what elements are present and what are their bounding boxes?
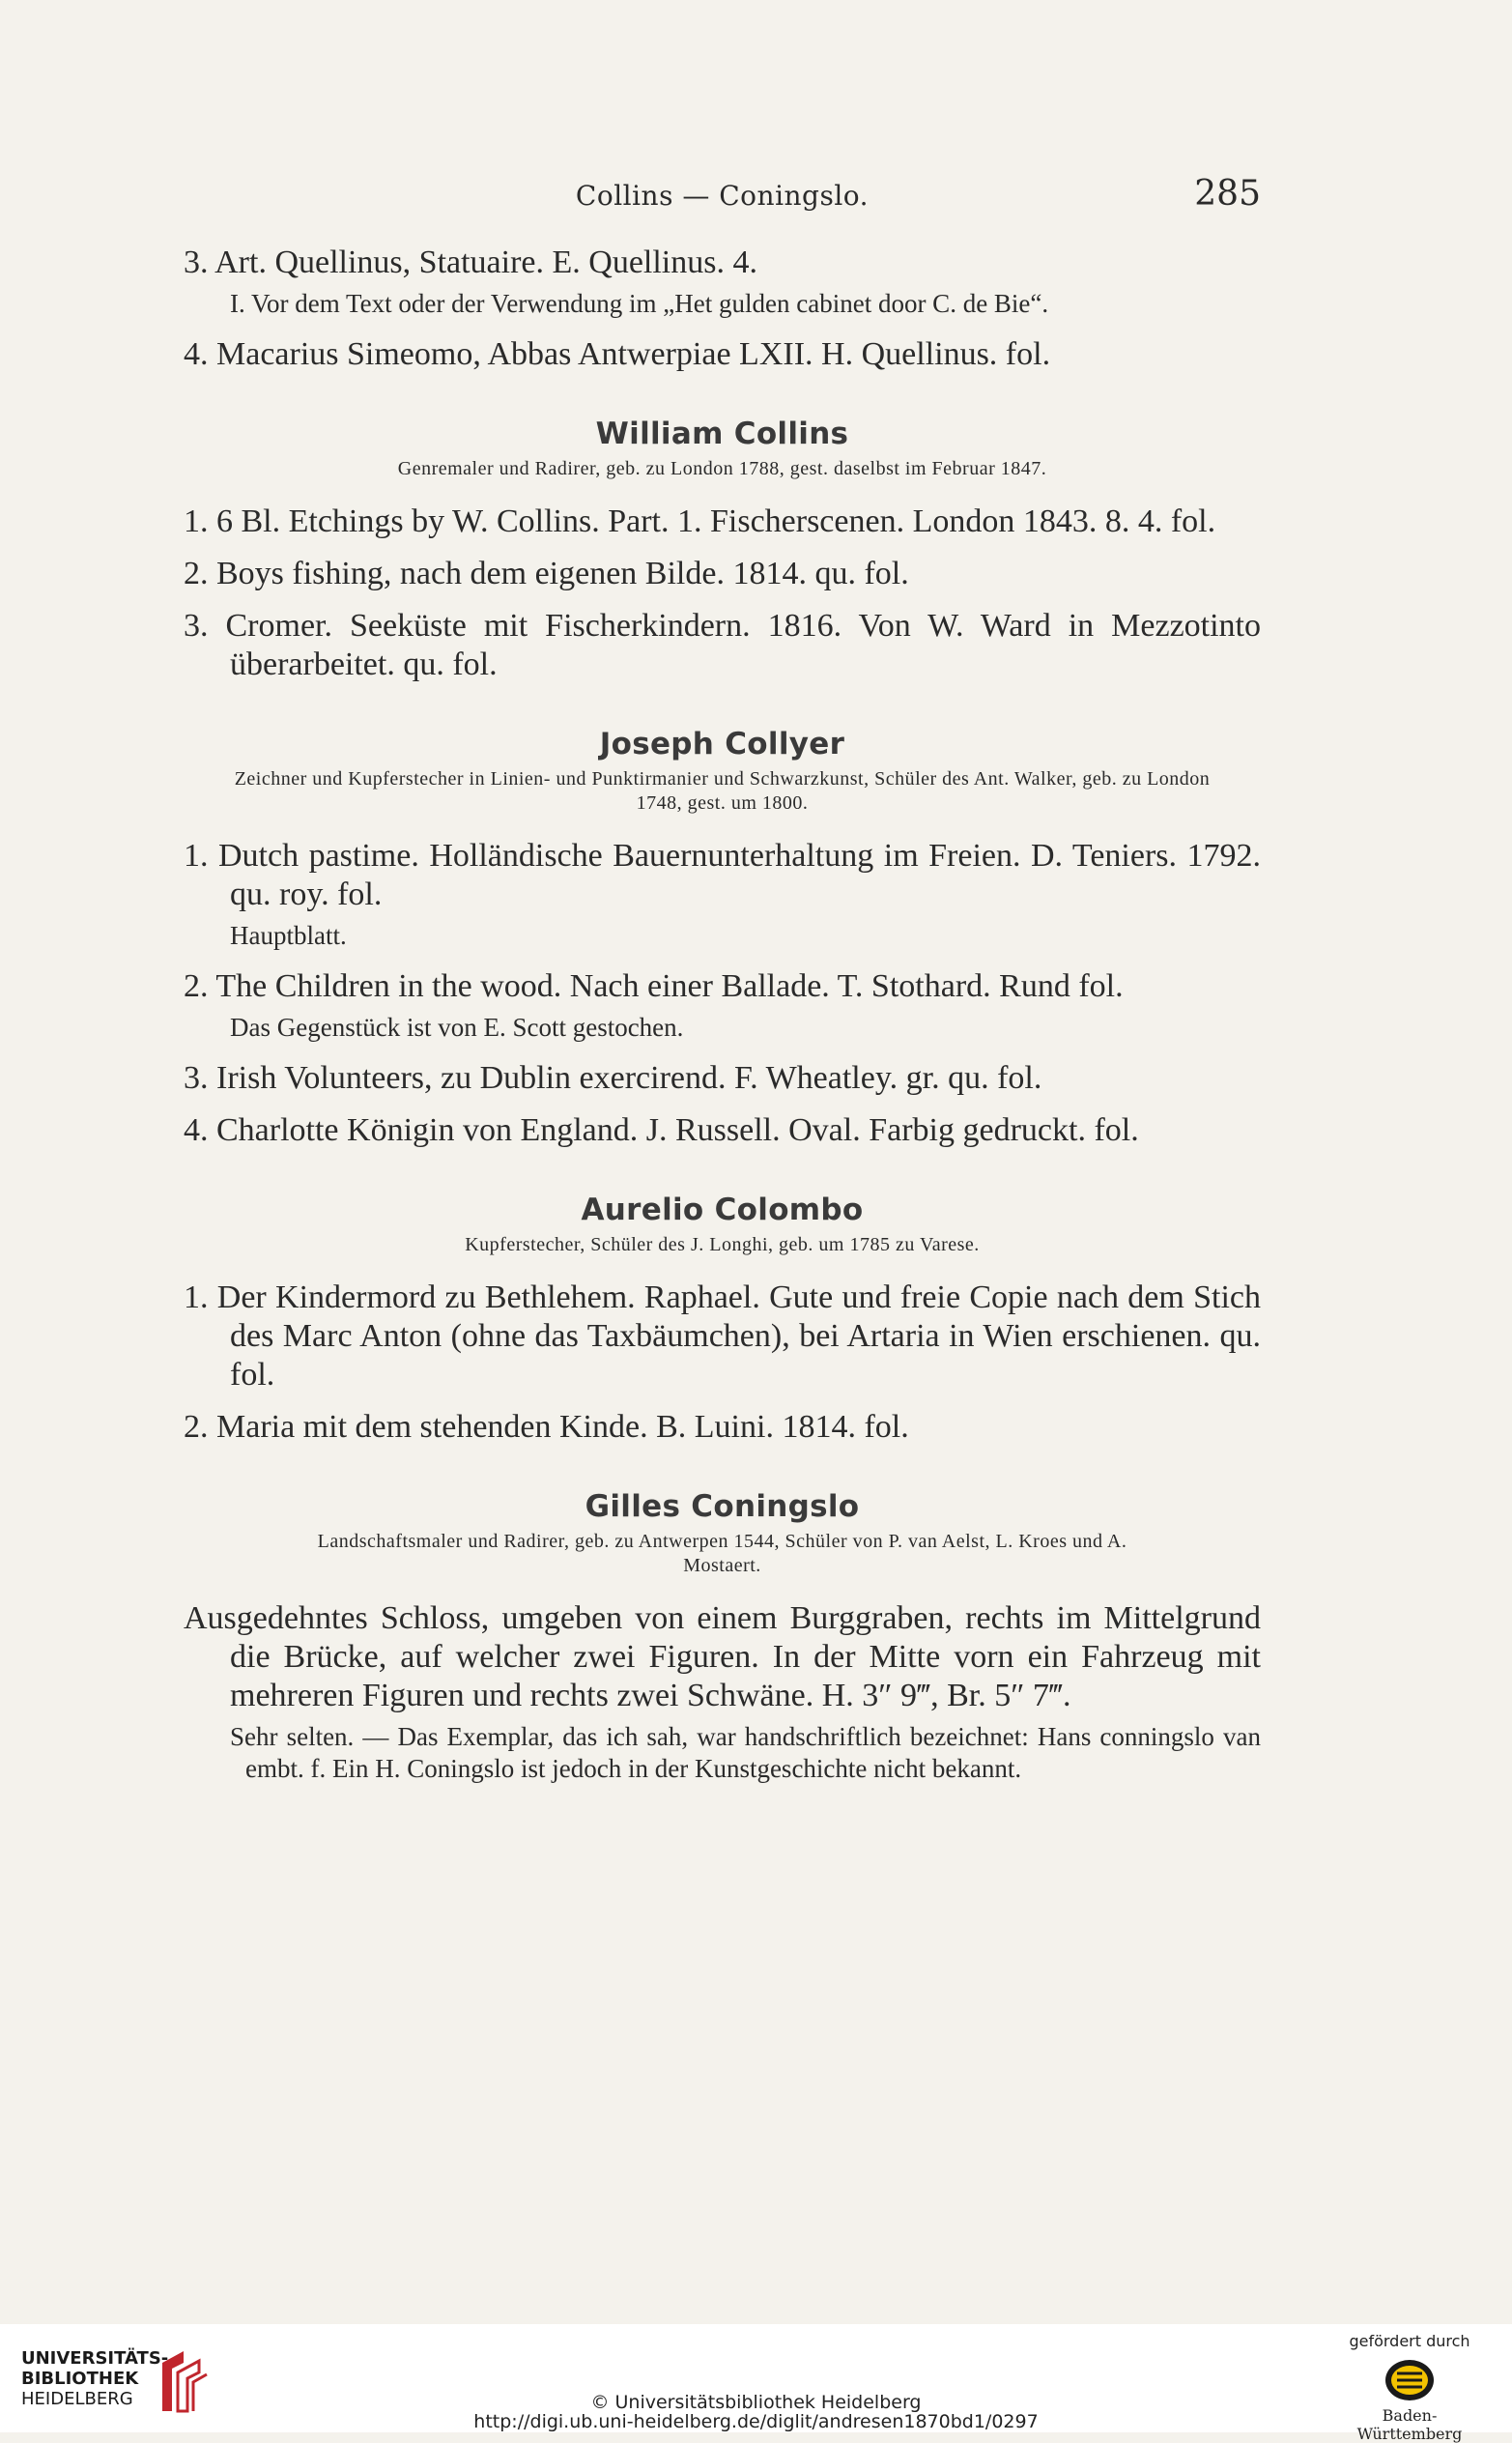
coat-of-arms-icon (1384, 2358, 1436, 2402)
print-description: Ausgedehntes Schloss, umgeben von einem Burggraben, rechts im Mittelgrund die Brücke, auf welcher zwei Figuren. In der Mitte vorn ein Fahrzeug mit mehreren Figuren und rechts zwei Schwäne. H. 3″ 9‴, Br. 5″ 7‴. (184, 1600, 1261, 1713)
catalog-entry: 2. Boys fishing, nach dem eigenen Bilde. 1814. qu. fol. (184, 556, 909, 591)
copyright-notice: © Universitätsbibliothek Heidelberg (590, 2392, 922, 2413)
artist-bio: Zeichner und Kupferstecher in Linien- und Punktirmanier und Schwarzkunst, Schüler des Ant. Walker, geb. zu London 1748, gest. um 1800. (234, 768, 1211, 814)
running-header (184, 174, 1261, 220)
catalog-entry: 4. Charlotte Königin von England. J. Russell. Oval. Farbig gedruckt. fol. (184, 1112, 1139, 1148)
funder-block (1332, 2332, 1487, 2443)
funder-name: Baden-Württemberg (1356, 2406, 1463, 2443)
digitization-footer (0, 2324, 1512, 2443)
artist-bio: Landschaftsmaler und Radirer, geb. zu Antwerpen 1544, Schüler von P. van Aelst, L. Kroes und A. Mostaert. (317, 1531, 1127, 1576)
catalog-entry: 2. The Children in the wood. Nach einer Ballade. T. Stothard. Rund fol. (184, 968, 1124, 1004)
catalog-entry: 3. Cromer. Seeküste mit Fischerkindern. 1816. Von W. Ward in Mezzotinto überarbeitet. qu. fol. (184, 608, 1261, 682)
artist-heading: Aurelio Colombo (581, 1193, 864, 1227)
entry-note: Das Gegenstück ist von E. Scott gestochen. (230, 1013, 684, 1042)
artist-heading: William Collins (595, 417, 849, 451)
artist-bio: Genremaler und Radirer, geb. zu London 1788, gest. daselbst im Februar 1847. (397, 458, 1047, 479)
library-name: UNIVERSITÄTS- BIBLIOTHEK HEIDELBERG (21, 2348, 169, 2409)
entry-note: Hauptblatt. (230, 921, 347, 950)
artist-bio: Kupferstecher, Schüler des J. Longhi, geb. um 1785 zu Varese. (465, 1234, 980, 1255)
catalog-entry: 2. Maria mit dem stehenden Kinde. B. Luini. 1814. fol. (184, 1409, 909, 1445)
catalog-entry: 1. Der Kindermord zu Bethlehem. Raphael. Gute und freie Copie nach dem Stich des Marc Anton (ohne das Taxbäumchen), bei Artaria in Wien erschienen. qu. fol. (184, 1279, 1261, 1393)
artist-heading: Joseph Collyer (599, 727, 845, 762)
catalog-entry: 1. Dutch pastime. Holländische Bauernunterhaltung im Freien. D. Teniers. 1792. qu. roy. fol. (184, 838, 1261, 912)
page-body (184, 244, 1261, 1800)
catalog-entry: 3. Irish Volunteers, zu Dublin exercirend. F. Wheatley. gr. qu. fol. (184, 1060, 1042, 1096)
entry-note: Sehr selten. — Das Exemplar, das ich sah, war handschriftlich bezeichnet: Hans conningslo van embt. f. Ein H. Coningslo ist jedoch in der Kunstgeschichte nicht bekannt. (230, 1722, 1261, 1783)
catalog-entry: 3. Art. Quellinus, Statuaire. E. Quellinus. 4. (184, 244, 757, 280)
running-title: Collins — Coningslo. (575, 180, 870, 212)
page-number: 285 (1194, 174, 1261, 214)
catalog-entry: 4. Macarius Simeomo, Abbas Antwerpiae LXII. H. Quellinus. fol. (184, 336, 1051, 372)
catalog-entry: 1. 6 Bl. Etchings by W. Collins. Part. 1. Fischerscenen. London 1843. 8. 4. fol. (184, 503, 1216, 539)
entry-note: I. Vor dem Text oder der Verwendung im „Het gulden cabinet door C. de Bie“. (230, 289, 1049, 318)
permalink[interactable]: http://digi.ub.uni-heidelberg.de/diglit/andresen1870bd1/0297 (473, 2411, 1039, 2432)
artist-heading: Gilles Coningslo (585, 1489, 860, 1524)
funded-by-label: gefördert durch (1349, 2332, 1470, 2350)
